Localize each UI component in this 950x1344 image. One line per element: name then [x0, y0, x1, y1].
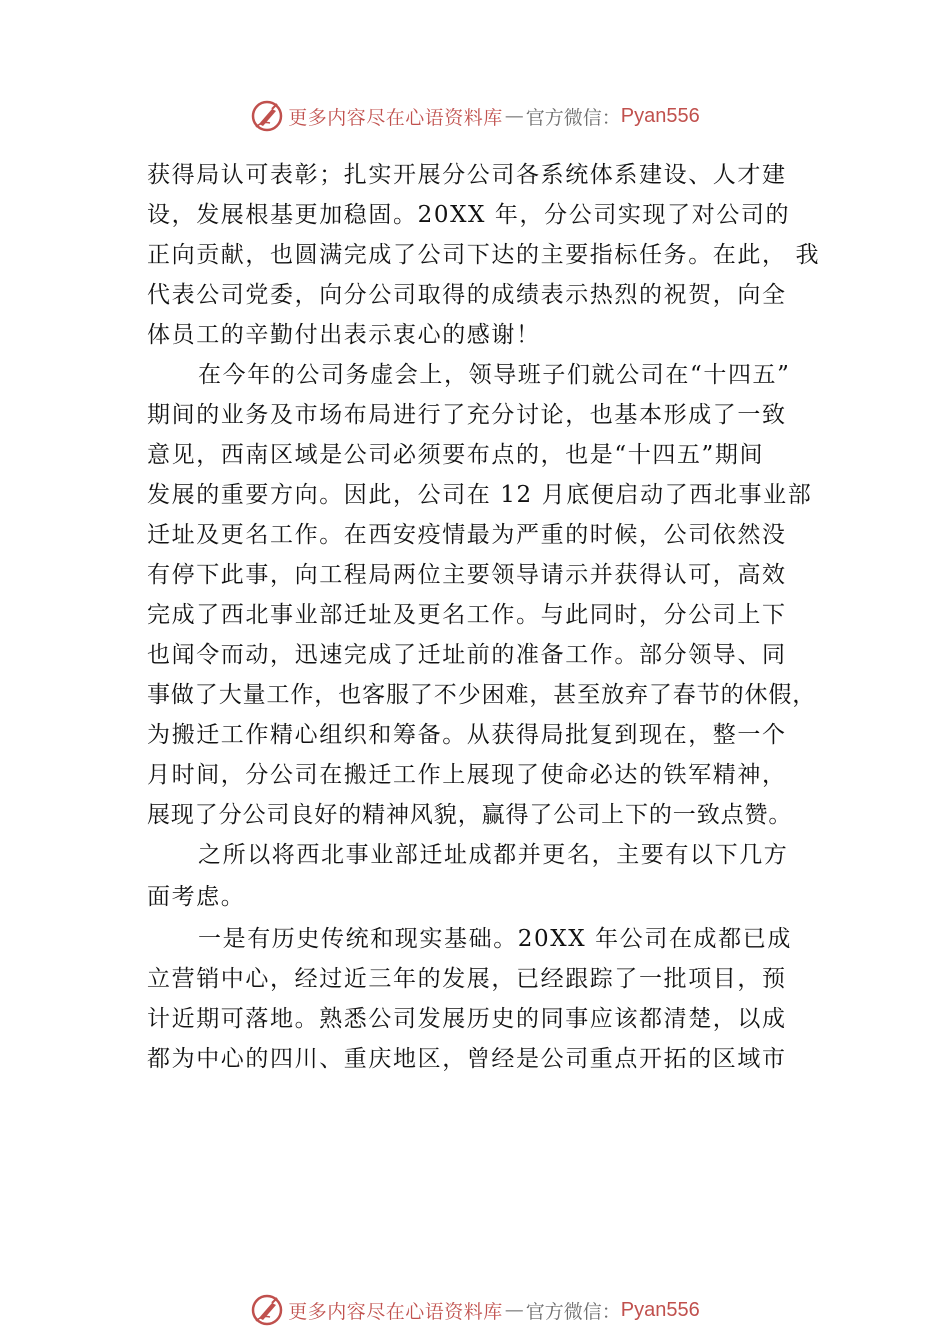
body-line: 迁址及更名工作。在西安疫情最为严重的时候，公司依然没: [147, 522, 787, 548]
body-line: 正向贡献，也圆满完成了公司下达的主要指标任务。在此， 我: [147, 242, 821, 268]
header-wechat-label: 官方微信：: [525, 106, 621, 129]
body-line: 设，发展根基更加稳固。20XX 年，分公司实现了对公司的: [147, 202, 791, 228]
body-line: 事做了大量工作，也客服了不少困难，甚至放弃了春节的休假，: [147, 682, 817, 708]
body-line: 为搬迁工作精心组织和筹备。从获得局批复到现在，整一个: [147, 722, 787, 748]
body-line: 立营销中心，经过近三年的发展，已经跟踪了一批项目，预: [147, 966, 787, 992]
body-line: 获得局认可表彰；扎实开展分公司各系统体系建设、人才建: [147, 162, 787, 188]
body-line: 意见，西南区域是公司必须要布点的，也是“十四五”期间: [147, 442, 765, 468]
body-line: 完成了西北事业部迁址及更名工作。与此同时，分公司上下: [147, 602, 787, 628]
quill-pen-logo-icon: [250, 1293, 284, 1327]
body-line: 面考虑。: [147, 884, 246, 910]
footer-wechat-id: Pyan556: [620, 1298, 700, 1321]
body-line: 月时间，分公司在搬迁工作上展现了使命必达的铁军精神，: [147, 762, 787, 788]
body-line: 有停下此事，向工程局两位主要领导请示并获得认可，高效: [147, 562, 787, 588]
paragraph-start-line: 一是有历史传统和现实基础。20XX 年公司在成都已成: [198, 926, 792, 952]
body-line: 计近期可落地。熟悉公司发展历史的同事应该都清楚，以成: [147, 1006, 787, 1032]
header-banner: [0, 96, 950, 136]
body-line: 都为中心的四川、重庆地区，曾经是公司重点开拓的区域市: [147, 1046, 787, 1072]
body-line: 也闻令而动，迅速完成了迁址前的准备工作。部分领导、同: [147, 642, 787, 668]
footer-banner: [0, 1290, 950, 1330]
document-body: [147, 155, 821, 1079]
header-site-text: 更多内容尽在心语资料库: [288, 106, 503, 129]
header-wechat-id: Pyan556: [620, 104, 700, 127]
body-line: 体员工的辛勤付出表示衷心的感谢！: [147, 322, 541, 348]
paragraph-start-line: 之所以将西北事业部迁址成都并更名，主要有以下几方: [198, 842, 789, 868]
footer-site-text: 更多内容尽在心语资料库: [288, 1300, 503, 1323]
quill-pen-logo-icon: [250, 99, 284, 133]
body-line: 展现了分公司良好的精神风貌，赢得了公司上下的一致点赞。: [147, 802, 793, 828]
footer-wechat-label: 官方微信：: [525, 1300, 621, 1323]
body-line: 发展的重要方向。因此，公司在 12 月底便启动了西北事业部: [147, 482, 813, 508]
body-line: 代表公司党委，向分公司取得的成绩表示热烈的祝贺，向全: [147, 282, 787, 308]
body-line: 期间的业务及市场布局进行了充分讨论，也基本形成了一致: [147, 402, 787, 428]
footer-dash: —: [504, 1299, 524, 1321]
paragraph-start-line: 在今年的公司务虚会上，领导班子们就公司在“十四五”: [198, 362, 791, 388]
header-dash: —: [504, 105, 524, 127]
